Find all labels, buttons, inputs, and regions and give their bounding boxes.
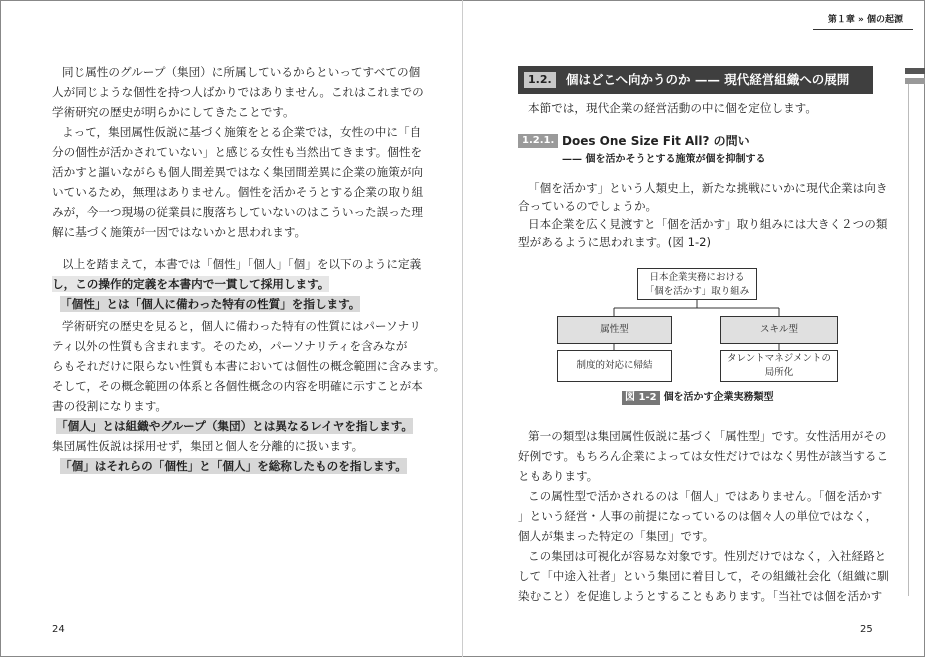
root-label-line1: 日本企業実務における	[649, 272, 745, 283]
definition-individuality: 「個性」とは「個人に備わった特有の性質」を指します。	[60, 297, 361, 311]
definition-individual: 「個人」とは組織やグループ（集団）とは異なるレイヤを指します。	[56, 419, 413, 433]
text-line: 解に基づく施策が一因ではないかと思われます。	[52, 225, 307, 239]
text-line: みが，今一つ現場の従業員に腹落ちしていないのはこういった誤った理	[52, 205, 424, 219]
text-line: 人が同じような個性を持つ人ばかりではありません。これはこれまでの	[52, 85, 424, 99]
section-number: 1.2.	[524, 72, 556, 88]
subsection-number: 1.2.1.	[518, 134, 558, 148]
text-line: 書の役割になります。	[52, 399, 168, 413]
text-line: 日本企業を広く見渡すと「個を活かす」取り組みには大きく２つの類	[528, 217, 888, 231]
subsection-title: Does One Size Fit All? の問い	[562, 134, 750, 148]
text-line: いているため，無理はありません。個性を活かそうとする企業の取り組	[52, 185, 424, 199]
figure-caption	[622, 391, 774, 405]
type-box-attribute: 属性型	[557, 316, 672, 344]
text-line: 活かすと謳いながらも個人間差異ではなく集団間差異に企業の施策が向	[52, 165, 424, 179]
section-title: 個はどこへ向かうのか —— 現代経営組織への展開	[566, 72, 850, 87]
detail-box-skill	[720, 350, 838, 382]
text-line: 同じ属性のグループ（集団）に所属しているからといってすべての個	[62, 65, 421, 79]
text-line: 以上を踏まえて，本書では「個性」「個人」「個」を以下のように定義	[62, 257, 422, 271]
page-number-right: 25	[860, 624, 873, 635]
text-line: らもそれだけに限らない性質も本書においては個性の概念範囲に含みます。	[52, 359, 446, 373]
text-line: ティ以外の性質も含まれます。そのため，パーソナリティを含みなが	[52, 339, 408, 353]
skill-detail-line2: 局所化	[764, 367, 794, 378]
text-line: して「中途入社者」という集団に着目して，その組織社会化（組織に馴	[518, 569, 889, 583]
text-line: よって，集団属性仮説に基づく施策をとる企業では，女性の中に「自	[62, 125, 422, 139]
text-line: 個人が集まった特定の「集団」です。	[518, 529, 715, 543]
text-line: この属性型で活かされるのは「個人」ではありません。「個を活かす	[528, 489, 883, 503]
subsection-subtitle: —— 個を活かそうとする施策が個を抑制する	[562, 154, 766, 165]
text-line: ともあります。	[518, 469, 599, 483]
text-line: 好例です。もちろん企業によっては女性だけではなく男性が該当するこ	[518, 449, 889, 463]
text-line: 学術研究の歴史が明らかにしてきたことです。	[52, 105, 295, 119]
chapter-header: 第１章 » 個の起源	[813, 10, 913, 30]
root-label-line2: 「個を活かす」取り組み	[644, 286, 750, 297]
text-line: 学術研究の歴史を見ると，個人に備わった特有の性質にはパーソナリ	[62, 319, 421, 333]
definition-ko: 「個」はそれらの「個性」と「個人」を総称したものを指します。	[60, 459, 407, 473]
text-line: 」という経営・人事の前提になっているのは個々人の単位ではなく，	[518, 509, 878, 523]
text-line: この集団は可視化が容易な対象です。性別だけではなく，入社経路と	[528, 549, 887, 563]
text-line: 「個を活かす」という人類史上，新たな挑戦にいかに現代企業は向き	[528, 181, 888, 195]
text-line: 分の個性が活かされていない」と感じる女性も当然出てきます。個性を	[52, 145, 423, 159]
figure-root-box	[637, 268, 757, 300]
figure-caption-tag: 図 1-2	[622, 391, 660, 405]
text-line: 型があるように思われます。(図 1-2)	[518, 235, 712, 249]
text-line: 第一の類型は集団属性仮説に基づく「属性型」です。女性活用がその	[528, 429, 887, 443]
section-intro: 本節では，現代企業の経営活動の中に個を定位します。	[528, 101, 817, 115]
definition-line: し，この操作的定義を本書内で一貫して採用します。	[52, 277, 330, 291]
text-line: 染むこと）を促進しようとすることもあります。「当社では個を活かす	[518, 589, 883, 603]
figure-caption-text: 個を活かす企業実務類型	[663, 392, 774, 403]
text-line: 合っているのでしょうか。	[518, 199, 658, 213]
page-number-left: 24	[52, 624, 65, 635]
type-box-skill: スキル型	[720, 316, 838, 344]
text-line: そして，その概念範囲の体系と各個性概念の内容を明確に示すことが本	[52, 379, 423, 393]
detail-box-attribute: 制度的対応に帰結	[557, 350, 672, 382]
text-line: 集団属性仮説は採用せず，集団と個人を分離的に扱います。	[52, 439, 364, 453]
skill-detail-line1: タレントマネジメントの	[727, 353, 831, 364]
